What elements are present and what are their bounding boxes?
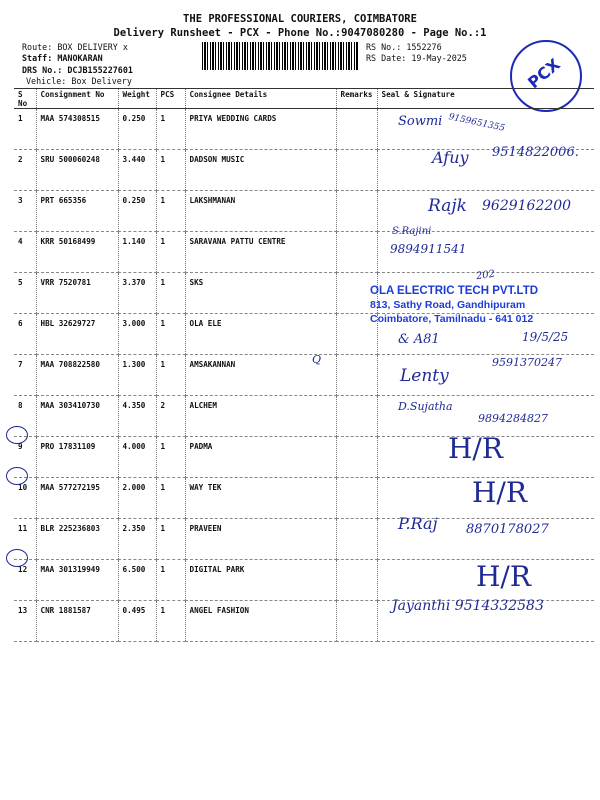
route-label: Route: (22, 42, 53, 52)
handwritten-name-8: D.Sujatha (398, 400, 453, 413)
signature-scrawl-1: Sowmi (398, 114, 443, 129)
cell-sno: 8 (18, 401, 23, 410)
cell-consignee: PADMA (185, 437, 336, 478)
cell-sno: 10 (18, 483, 28, 492)
signature-scrawl-2: Afuy (432, 148, 469, 167)
cell-consignee: PRIYA WEDDING CARDS (185, 109, 336, 150)
cell-sno: 4 (18, 237, 23, 246)
cell-consignee: ANGEL FASHION (185, 601, 336, 642)
cell-weight: 0.495 (118, 601, 156, 642)
cell-pcs: 1 (156, 191, 185, 232)
cell-consignee: ALCHEM (185, 396, 336, 437)
cell-remarks (336, 355, 377, 396)
cell-consignment: VRR 7520781 (36, 273, 118, 314)
cell-remarks (336, 191, 377, 232)
cell-weight: 1.140 (118, 232, 156, 273)
col-header-sno: S No (18, 90, 28, 108)
cell-weight: 0.250 (118, 109, 156, 150)
row-12-circle-mark (6, 549, 28, 567)
row-9-circle-mark (6, 426, 28, 444)
route-value: BOX DELIVERY x (57, 42, 128, 52)
cell-pcs: 1 (156, 519, 185, 560)
cell-consignment: PRO 17831109 (36, 437, 118, 478)
cell-pcs: 1 (156, 560, 185, 601)
handwritten-phone-3: 9629162200 (482, 198, 572, 214)
cell-consignment: MAA 708822580 (36, 355, 118, 396)
handwritten-signature-13: Jayanthi 9514332583 (392, 598, 544, 614)
cell-weight: 2.350 (118, 519, 156, 560)
vehicle-line (26, 76, 132, 87)
cell-remarks (336, 150, 377, 191)
pcx-stamp-text: PCX (524, 54, 564, 93)
signature-scrawl-6: & A81 (398, 332, 440, 347)
cell-consignee: WAY TEK (185, 478, 336, 519)
cell-consignment: HBL 32629727 (36, 314, 118, 355)
table-header-row (14, 89, 594, 109)
cell-pcs: 1 (156, 478, 185, 519)
row-10-circle-mark (6, 467, 28, 485)
cell-weight: 3.000 (118, 314, 156, 355)
cell-remarks (336, 478, 377, 519)
handwritten-phone-4: 9894911541 (390, 242, 467, 256)
col-header-consignment: Consignment No (36, 89, 118, 109)
cell-remarks (336, 560, 377, 601)
cell-remarks (336, 396, 377, 437)
rs-date-line (366, 53, 467, 64)
cell-pcs: 2 (156, 396, 185, 437)
cell-remarks (336, 437, 377, 478)
ola-company-stamp (370, 284, 538, 326)
handwritten-phone-8: 9894284827 (478, 412, 548, 425)
vehicle-value: Box Delivery (71, 76, 132, 86)
cell-consignment: SRU 500060248 (36, 150, 118, 191)
col-header-seal: Seal & Signature (377, 89, 594, 109)
col-header-pcs: PCS (156, 89, 185, 109)
rs-date-value: 19-May-2025 (411, 53, 467, 63)
cell-sno: 13 (18, 606, 28, 615)
table-row (14, 109, 594, 150)
handwritten-phone-11: 8870178027 (466, 522, 549, 537)
rs-no-label: RS No.: (366, 42, 402, 52)
route-line (22, 42, 128, 53)
ola-stamp-city: Coimbatore, Tamilnadu - 641 012 (370, 313, 534, 325)
cell-sno: 2 (18, 155, 23, 164)
cell-consignment: CNR 1881587 (36, 601, 118, 642)
staff-line (22, 53, 103, 64)
handwritten-hr-9: H/R (448, 432, 503, 465)
handwritten-name-4: S.Rajini (392, 226, 432, 237)
cell-consignee: DADSON MUSIC (185, 150, 336, 191)
rs-date-label: RS Date: (366, 53, 407, 63)
drs-value: DCJB155227601 (67, 65, 133, 75)
cell-consignee: AMSAKANNAN (185, 355, 336, 396)
cell-weight: 6.500 (118, 560, 156, 601)
cell-weight: 2.000 (118, 478, 156, 519)
cell-remarks (336, 519, 377, 560)
cell-pcs: 1 (156, 355, 185, 396)
cell-remarks (336, 232, 377, 273)
handwritten-name-11: P.Raj (398, 514, 438, 533)
cell-consignee: PRAVEEN (185, 519, 336, 560)
cell-pcs: 1 (156, 314, 185, 355)
staff-label: Staff: (22, 53, 53, 63)
drs-line (22, 65, 133, 76)
cell-sno: 7 (18, 360, 23, 369)
handwritten-margin-mark: Q (312, 353, 322, 366)
cell-consignment: BLR 225236803 (36, 519, 118, 560)
handwritten-date-6: 19/5/25 (522, 330, 569, 344)
cell-pcs: 1 (156, 232, 185, 273)
ola-stamp-address: 813, Sathy Road, Gandhipuram (370, 299, 526, 311)
cell-remarks (336, 601, 377, 642)
handwritten-phone-1: 9159651355 (447, 112, 506, 134)
company-title: THE PROFESSIONAL COURIERS, COIMBATORE (183, 13, 417, 25)
handwritten-mark-6: 202 (475, 268, 496, 283)
signature-scrawl-3: Rajk (428, 196, 467, 216)
cell-weight: 1.300 (118, 355, 156, 396)
runsheet-subtitle: Delivery Runsheet - PCX - Phone No.:9047080280 - Page No.:1 (113, 27, 487, 39)
rs-no-line (366, 42, 442, 53)
cell-consignment: MAA 301319949 (36, 560, 118, 601)
runsheet-barcode (202, 42, 358, 70)
cell-sno: 3 (18, 196, 23, 205)
cell-sno: 9 (18, 442, 23, 451)
cell-consignment: MAA 303410730 (36, 396, 118, 437)
handwritten-hr-10: H/R (472, 476, 527, 509)
cell-consignment: MAA 577272195 (36, 478, 118, 519)
ola-stamp-name: OLA ELECTRIC TECH PVT.LTD (370, 285, 539, 297)
cell-pcs: 1 (156, 273, 185, 314)
cell-pcs: 1 (156, 109, 185, 150)
cell-weight: 0.250 (118, 191, 156, 232)
cell-sno: 6 (18, 319, 23, 328)
staff-value: MANOKARAN (57, 53, 103, 63)
table-row (14, 437, 594, 478)
cell-consignee: SARAVANA PATTU CENTRE (185, 232, 336, 273)
cell-consignee: OLA ELE (185, 314, 336, 355)
cell-weight: 3.370 (118, 273, 156, 314)
cell-sno: 11 (18, 524, 28, 533)
cell-sno: 5 (18, 278, 23, 287)
handwritten-hr-12: H/R (476, 560, 531, 593)
cell-pcs: 1 (156, 601, 185, 642)
cell-pcs: 1 (156, 437, 185, 478)
cell-consignee: LAKSHMANAN (185, 191, 336, 232)
cell-remarks (336, 109, 377, 150)
cell-weight: 4.350 (118, 396, 156, 437)
cell-consignment: MAA 574308515 (36, 109, 118, 150)
vehicle-label: Vehicle: (26, 76, 67, 86)
cell-weight: 4.000 (118, 437, 156, 478)
drs-label: DRS No.: (22, 65, 63, 75)
signature-scrawl-7: Lenty (400, 366, 449, 386)
handwritten-phone-2: 9514822006. (492, 145, 579, 160)
cell-sno: 1 (18, 114, 23, 123)
cell-sno: 12 (18, 565, 28, 574)
cell-pcs: 1 (156, 150, 185, 191)
table-row (14, 232, 594, 273)
col-header-remarks: Remarks (336, 89, 377, 109)
handwritten-phone-7: 9591370247 (492, 356, 562, 369)
cell-consignee: DIGITAL PARK (185, 560, 336, 601)
cell-weight: 3.440 (118, 150, 156, 191)
col-header-consignee: Consignee Details (185, 89, 336, 109)
rs-no-value: 1552276 (406, 42, 442, 52)
cell-consignee: SKS (185, 273, 336, 314)
cell-consignment: PRT 665356 (36, 191, 118, 232)
col-header-weight: Weight (118, 89, 156, 109)
cell-consignment: KRR 50168499 (36, 232, 118, 273)
